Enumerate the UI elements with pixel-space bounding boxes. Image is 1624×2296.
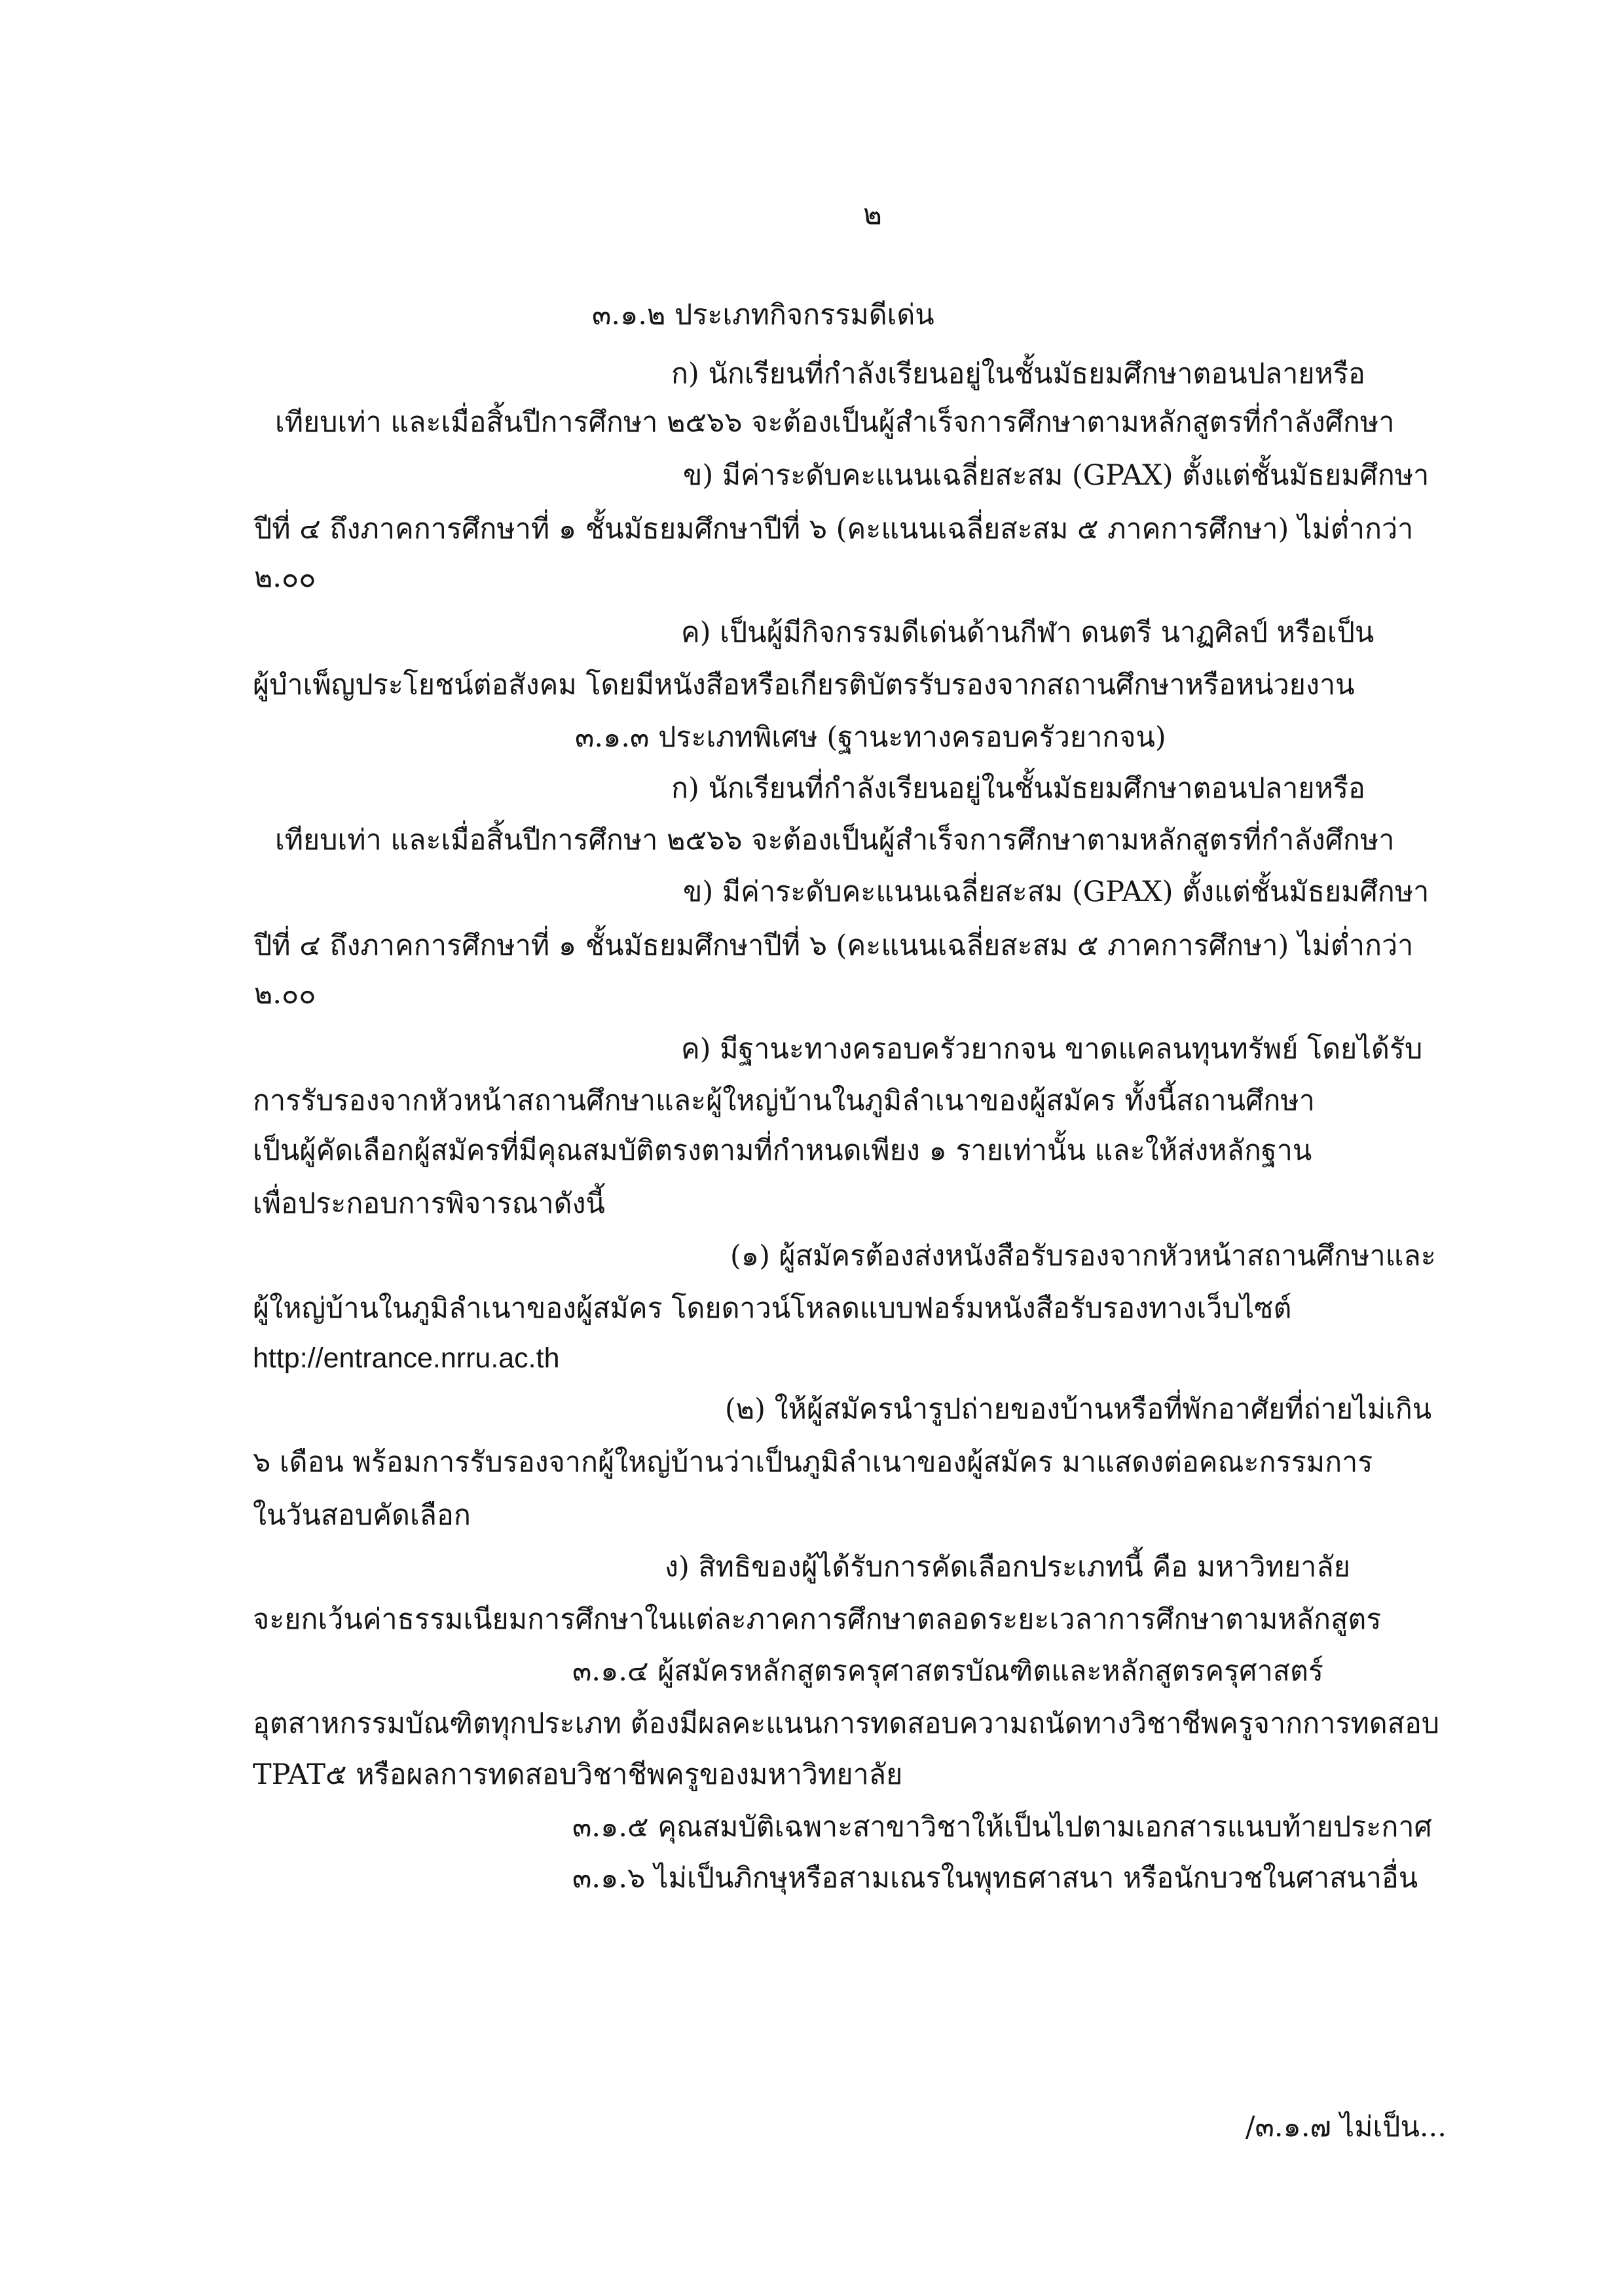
text-line: ค) มีฐานะทางครอบครัวยากจน ขาดแคลนทุนทรัพย์ โดยได้รับ bbox=[681, 1033, 1423, 1065]
text-line: การรับรองจากหัวหน้าสถานศึกษาและผู้ใหญ่บ้านในภูมิลำเนาของผู้สมัคร ทั้งนี้สถานศึกษา bbox=[253, 1084, 1315, 1117]
text-line: ในวันสอบคัดเลือก bbox=[253, 1499, 471, 1532]
page-footer-continuation: /๓.๑.๗ ไม่เป็น... bbox=[1246, 2111, 1447, 2143]
text-line: ก) นักเรียนที่กำลังเรียนอยู่ในชั้นมัธยมศึกษาตอนปลายหรือ bbox=[671, 358, 1365, 390]
text-line: ผู้บำเพ็ญประโยชน์ต่อสังคม โดยมีหนังสือหรือเกียรติบัตรรับรองจากสถานศึกษาหรือหน่วยงาน bbox=[253, 669, 1355, 701]
text-line: ผู้ใหญ่บ้านในภูมิลำเนาของผู้สมัคร โดยดาวน์โหลดแบบฟอร์มหนังสือรับรองทางเว็บไซต์ bbox=[253, 1292, 1292, 1325]
page-number: ๒ bbox=[863, 198, 883, 231]
section-3-1-5-heading: ๓.๑.๕ คุณสมบัติเฉพาะสาขาวิชาให้เป็นไปตามเอกสารแนบท้ายประกาศ bbox=[572, 1811, 1432, 1843]
text-line: (๒) ให้ผู้สมัครนำรูปถ่ายของบ้านหรือที่พักอาศัยที่ถ่ายไม่เกิน bbox=[725, 1393, 1432, 1426]
text-line: ๒.๐๐ bbox=[254, 561, 316, 594]
text-line: ข) มีค่าระดับคะแนนเฉลี่ยสะสม (GPAX) ตั้งแต่ชั้นมัธยมศึกษา bbox=[683, 876, 1430, 908]
text-line: อุตสาหกรรมบัณฑิตทุกประเภท ต้องมีผลคะแนนการทดสอบความถนัดทางวิชาชีพครูจากการทดสอบ bbox=[253, 1707, 1440, 1740]
section-3-1-6-heading: ๓.๑.๖ ไม่เป็นภิกษุหรือสามเณรในพุทธศาสนา หรือนักบวชในศาสนาอื่น bbox=[572, 1862, 1418, 1895]
text-line: ก) นักเรียนที่กำลังเรียนอยู่ในชั้นมัธยมศึกษาตอนปลายหรือ bbox=[671, 772, 1365, 805]
text-line: ๒.๐๐ bbox=[254, 978, 316, 1010]
entrance-url-link[interactable]: http://entrance.nrru.ac.th bbox=[253, 1342, 560, 1374]
text-line: จะยกเว้นค่าธรรมเนียมการศึกษาในแต่ละภาคการศึกษาตลอดระยะเวลาการศึกษาตามหลักสูตร bbox=[253, 1603, 1382, 1636]
text-line: ค) เป็นผู้มีกิจกรรมดีเด่นด้านกีฬา ดนตรี นาฏศิลป์ หรือเป็น bbox=[681, 616, 1375, 649]
section-3-1-2-heading: ๓.๑.๒ ประเภทกิจกรรมดีเด่น bbox=[592, 299, 934, 331]
text-line: TPAT๕ หรือผลการทดสอบวิชาชีพครูของมหาวิทยาลัย bbox=[253, 1758, 903, 1791]
text-line: เป็นผู้คัดเลือกผู้สมัครที่มีคุณสมบัติตรงตามที่กำหนดเพียง ๑ รายเท่านั้น และให้ส่งหลักฐาน bbox=[253, 1134, 1312, 1167]
text-line: ๖ เดือน พร้อมการรับรองจากผู้ใหญ่บ้านว่าเป็นภูมิลำเนาของผู้สมัคร มาแสดงต่อคณะกรรมการ bbox=[253, 1446, 1373, 1479]
text-line: เพื่อประกอบการพิจารณาดังนี้ bbox=[253, 1187, 605, 1220]
text-line: ง) สิทธิของผู้ได้รับการคัดเลือกประเภทนี้ คือ มหาวิทยาลัย bbox=[665, 1551, 1350, 1583]
section-3-1-3-heading: ๓.๑.๓ ประเภทพิเศษ (ฐานะทางครอบครัวยากจน) bbox=[575, 721, 1166, 754]
text-line: (๑) ผู้สมัครต้องส่งหนังสือรับรองจากหัวหน้าสถานศึกษาและ bbox=[730, 1240, 1436, 1272]
text-line: เทียบเท่า และเมื่อสิ้นปีการศึกษา ๒๕๖๖ จะต้องเป็นผู้สำเร็จการศึกษาตามหลักสูตรที่กำลังศึกษา bbox=[275, 406, 1395, 439]
text-line: ข) มีค่าระดับคะแนนเฉลี่ยสะสม (GPAX) ตั้งแต่ชั้นมัธยมศึกษา bbox=[683, 459, 1430, 492]
text-line: เทียบเท่า และเมื่อสิ้นปีการศึกษา ๒๕๖๖ จะต้องเป็นผู้สำเร็จการศึกษาตามหลักสูตรที่กำลังศึกษา bbox=[275, 824, 1395, 857]
text-line: ปีที่ ๔ ถึงภาคการศึกษาที่ ๑ ชั้นมัธยมศึกษาปีที่ ๖ (คะแนนเฉลี่ยสะสม ๕ ภาคการศึกษา) ไม่ต่ำกว่า bbox=[254, 929, 1414, 962]
text-line: ปีที่ ๔ ถึงภาคการศึกษาที่ ๑ ชั้นมัธยมศึกษาปีที่ ๖ (คะแนนเฉลี่ยสะสม ๕ ภาคการศึกษา) ไม่ต่ำกว่า bbox=[254, 513, 1414, 546]
section-3-1-4-heading: ๓.๑.๔ ผู้สมัครหลักสูตรครุศาสตรบัณฑิตและหลักสูตรครุศาสตร์ bbox=[572, 1655, 1323, 1688]
